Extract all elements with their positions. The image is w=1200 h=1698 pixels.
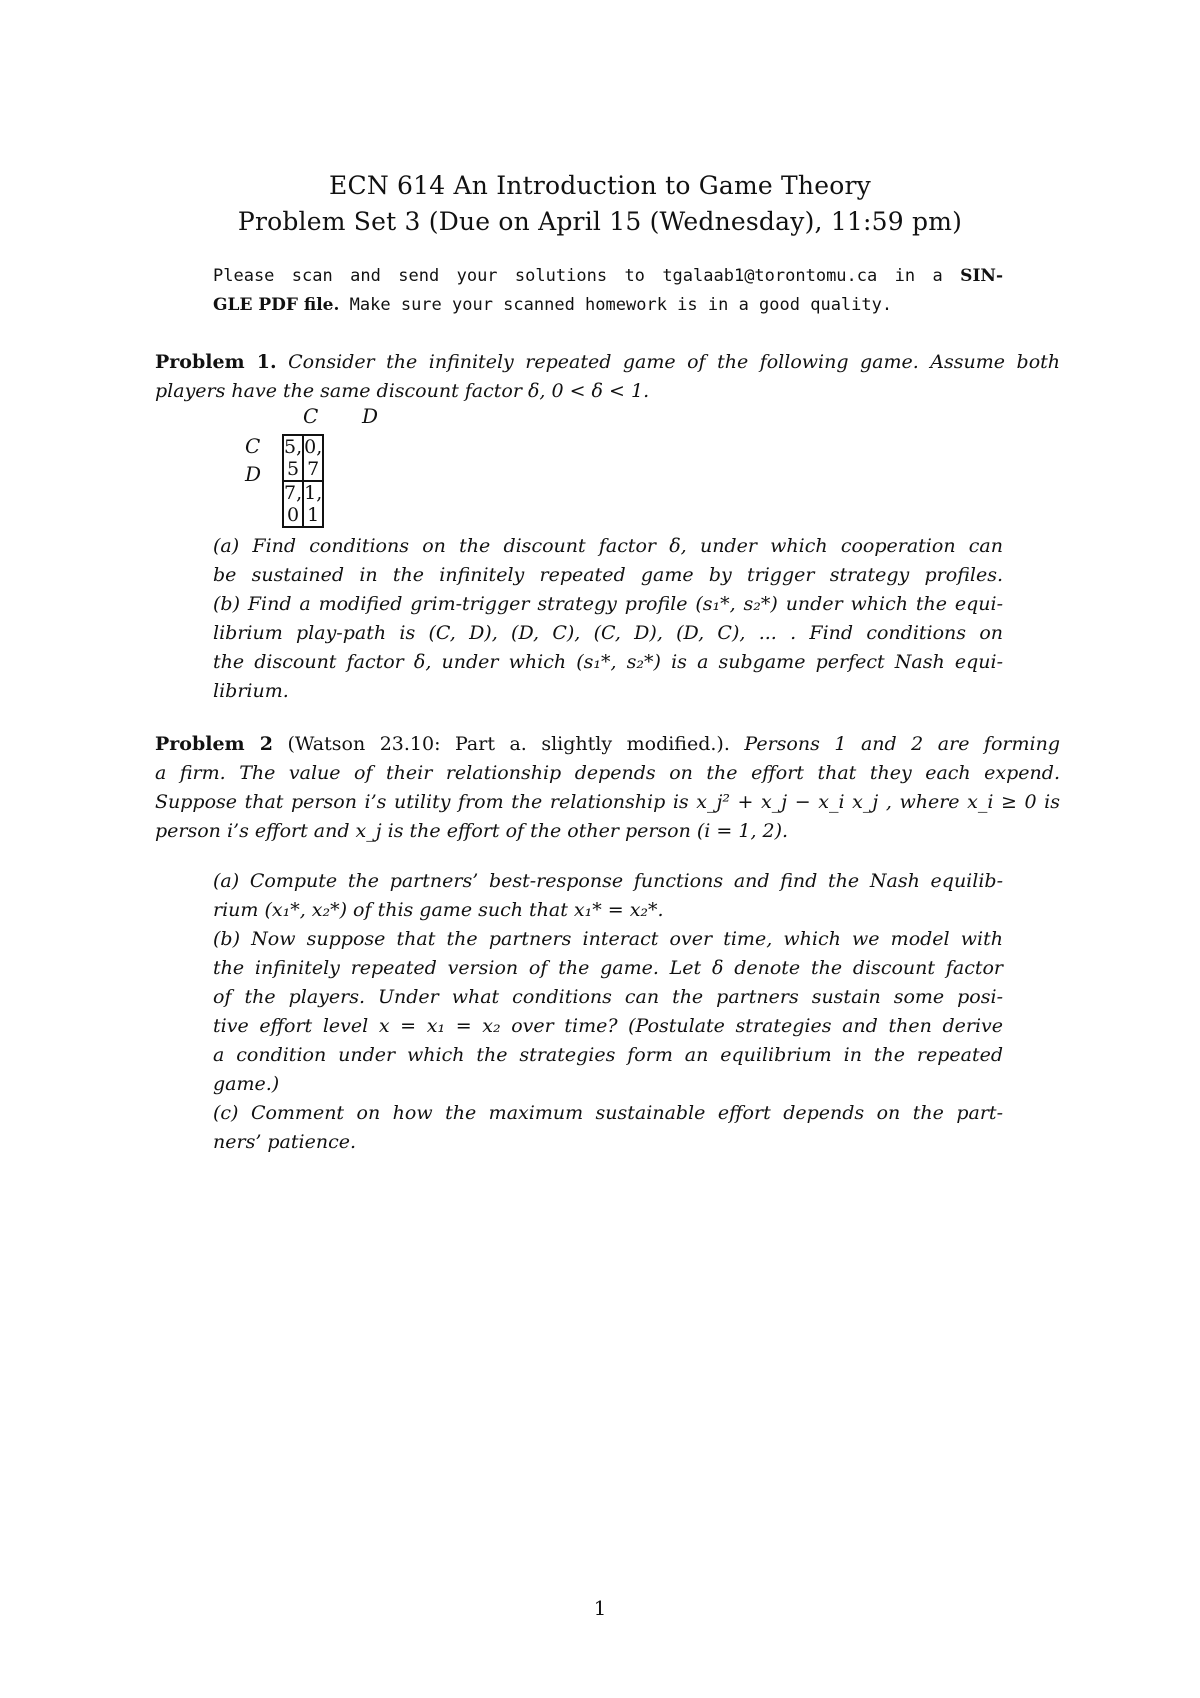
problem-2b-line-3: of the players. Under what conditions can the partners sustain some posi- bbox=[213, 986, 1003, 1008]
problem-2c-line-2: ners’ patience. bbox=[213, 1131, 357, 1153]
payoff-grid bbox=[282, 434, 324, 528]
instructions-bold-2: GLE PDF file. bbox=[213, 295, 340, 315]
problem-2b-line-5: a condition under which the strategies form an equilibrium in the repeated bbox=[213, 1044, 1003, 1066]
problem-2-statement bbox=[155, 730, 1060, 846]
problem-2c-line-1: (c) Comment on how the maximum sustainable effort depends on the part- bbox=[213, 1102, 1003, 1124]
problem-1a-line-2: be sustained in the infinitely repeated game by trigger strategy profiles. bbox=[213, 564, 1003, 586]
payoff-cell: 5, 5 bbox=[284, 436, 303, 480]
problem-2a-line-2: rium (x₁*, x₂*) of this game such that x₁* = x₂*. bbox=[213, 899, 664, 921]
matrix-row bbox=[283, 435, 323, 481]
problem-1-label: Problem 1. bbox=[155, 351, 277, 373]
course-title: ECN 614 An Introduction to Game Theory bbox=[329, 171, 871, 200]
instructions-line-1 bbox=[213, 262, 1003, 291]
instructions-text-1: Please scan and send your solutions to tgalaab1@torontomu.ca in a bbox=[213, 266, 961, 286]
problem-1-line-2: players have the same discount factor δ, 0 < δ < 1. bbox=[155, 380, 650, 402]
problem-set-subtitle: Problem Set 3 (Due on April 15 (Wednesday), 11:59 pm) bbox=[237, 207, 963, 236]
problem-2-source: (Watson 23.10: Part a. slightly modified.). bbox=[287, 733, 730, 755]
problem-2-label: Problem 2 bbox=[155, 733, 273, 755]
problem-1-line-1 bbox=[155, 348, 1060, 377]
problem-2b-line-2: the infinitely repeated version of the game. Let δ denote the discount factor bbox=[213, 957, 1003, 979]
problem-2-line-4: person i’s effort and x_j is the effort of the other person (i = 1, 2). bbox=[155, 820, 789, 842]
problem-2-line-3: Suppose that person i’s utility from the relationship is x_j² + x_j − x_i x_j , where x_i ≥ 0 is bbox=[155, 791, 1060, 813]
instructions-text-2: Make sure your scanned homework is in a good quality. bbox=[339, 295, 893, 315]
page-number: 1 bbox=[593, 1596, 607, 1620]
problem-1b-line-4: librium. bbox=[213, 680, 289, 702]
problem-1-statement bbox=[155, 348, 1060, 406]
submission-instructions bbox=[213, 262, 1003, 320]
problem-2b-line-1: (b) Now suppose that the partners interact over time, which we model with bbox=[213, 928, 1003, 950]
problem-2-parts bbox=[213, 867, 1003, 1157]
problem-2-text-1: Persons 1 and 2 are forming bbox=[744, 733, 1060, 755]
matrix-col-label-c: C bbox=[303, 404, 319, 428]
instructions-bold-1: SIN- bbox=[960, 266, 1003, 286]
problem-2a-line-1: (a) Compute the partners’ best-response functions and find the Nash equilib- bbox=[213, 870, 1003, 892]
payoff-cell: 7, 0 bbox=[284, 482, 303, 526]
matrix-col-label-d: D bbox=[362, 404, 379, 428]
problem-2b-line-6: game.) bbox=[213, 1073, 280, 1095]
problem-1-text-1: Consider the infinitely repeated game of the following game. Assume both bbox=[288, 351, 1061, 373]
payoff-cell: 1, 1 bbox=[304, 482, 323, 526]
problem-2-line-1 bbox=[155, 730, 1060, 759]
matrix-row-label-c: C bbox=[245, 434, 261, 458]
problem-1b-line-3: the discount factor δ, under which (s₁*, s₂*) is a subgame perfect Nash equi- bbox=[213, 651, 1003, 673]
problem-2b-line-4: tive effort level x = x₁ = x₂ over time? (Postulate strategies and then derive bbox=[213, 1015, 1003, 1037]
matrix-row-label-d: D bbox=[245, 462, 262, 486]
problem-2-line-2: a firm. The value of their relationship depends on the effort that they each expend. bbox=[155, 762, 1060, 784]
problem-1a-line-1: (a) Find conditions on the discount factor δ, under which cooperation can bbox=[213, 535, 1003, 557]
matrix-row bbox=[283, 481, 323, 527]
problem-1b-line-1: (b) Find a modified grim-trigger strategy profile (s₁*, s₂*) under which the equi- bbox=[213, 593, 1003, 615]
problem-1b-line-2: librium play-path is (C, D), (D, C), (C, D), (D, C), ... . Find conditions on bbox=[213, 622, 1003, 644]
payoff-cell: 0, 7 bbox=[304, 436, 323, 480]
problem-1-parts bbox=[213, 532, 1003, 706]
instructions-line-2 bbox=[213, 291, 1003, 320]
